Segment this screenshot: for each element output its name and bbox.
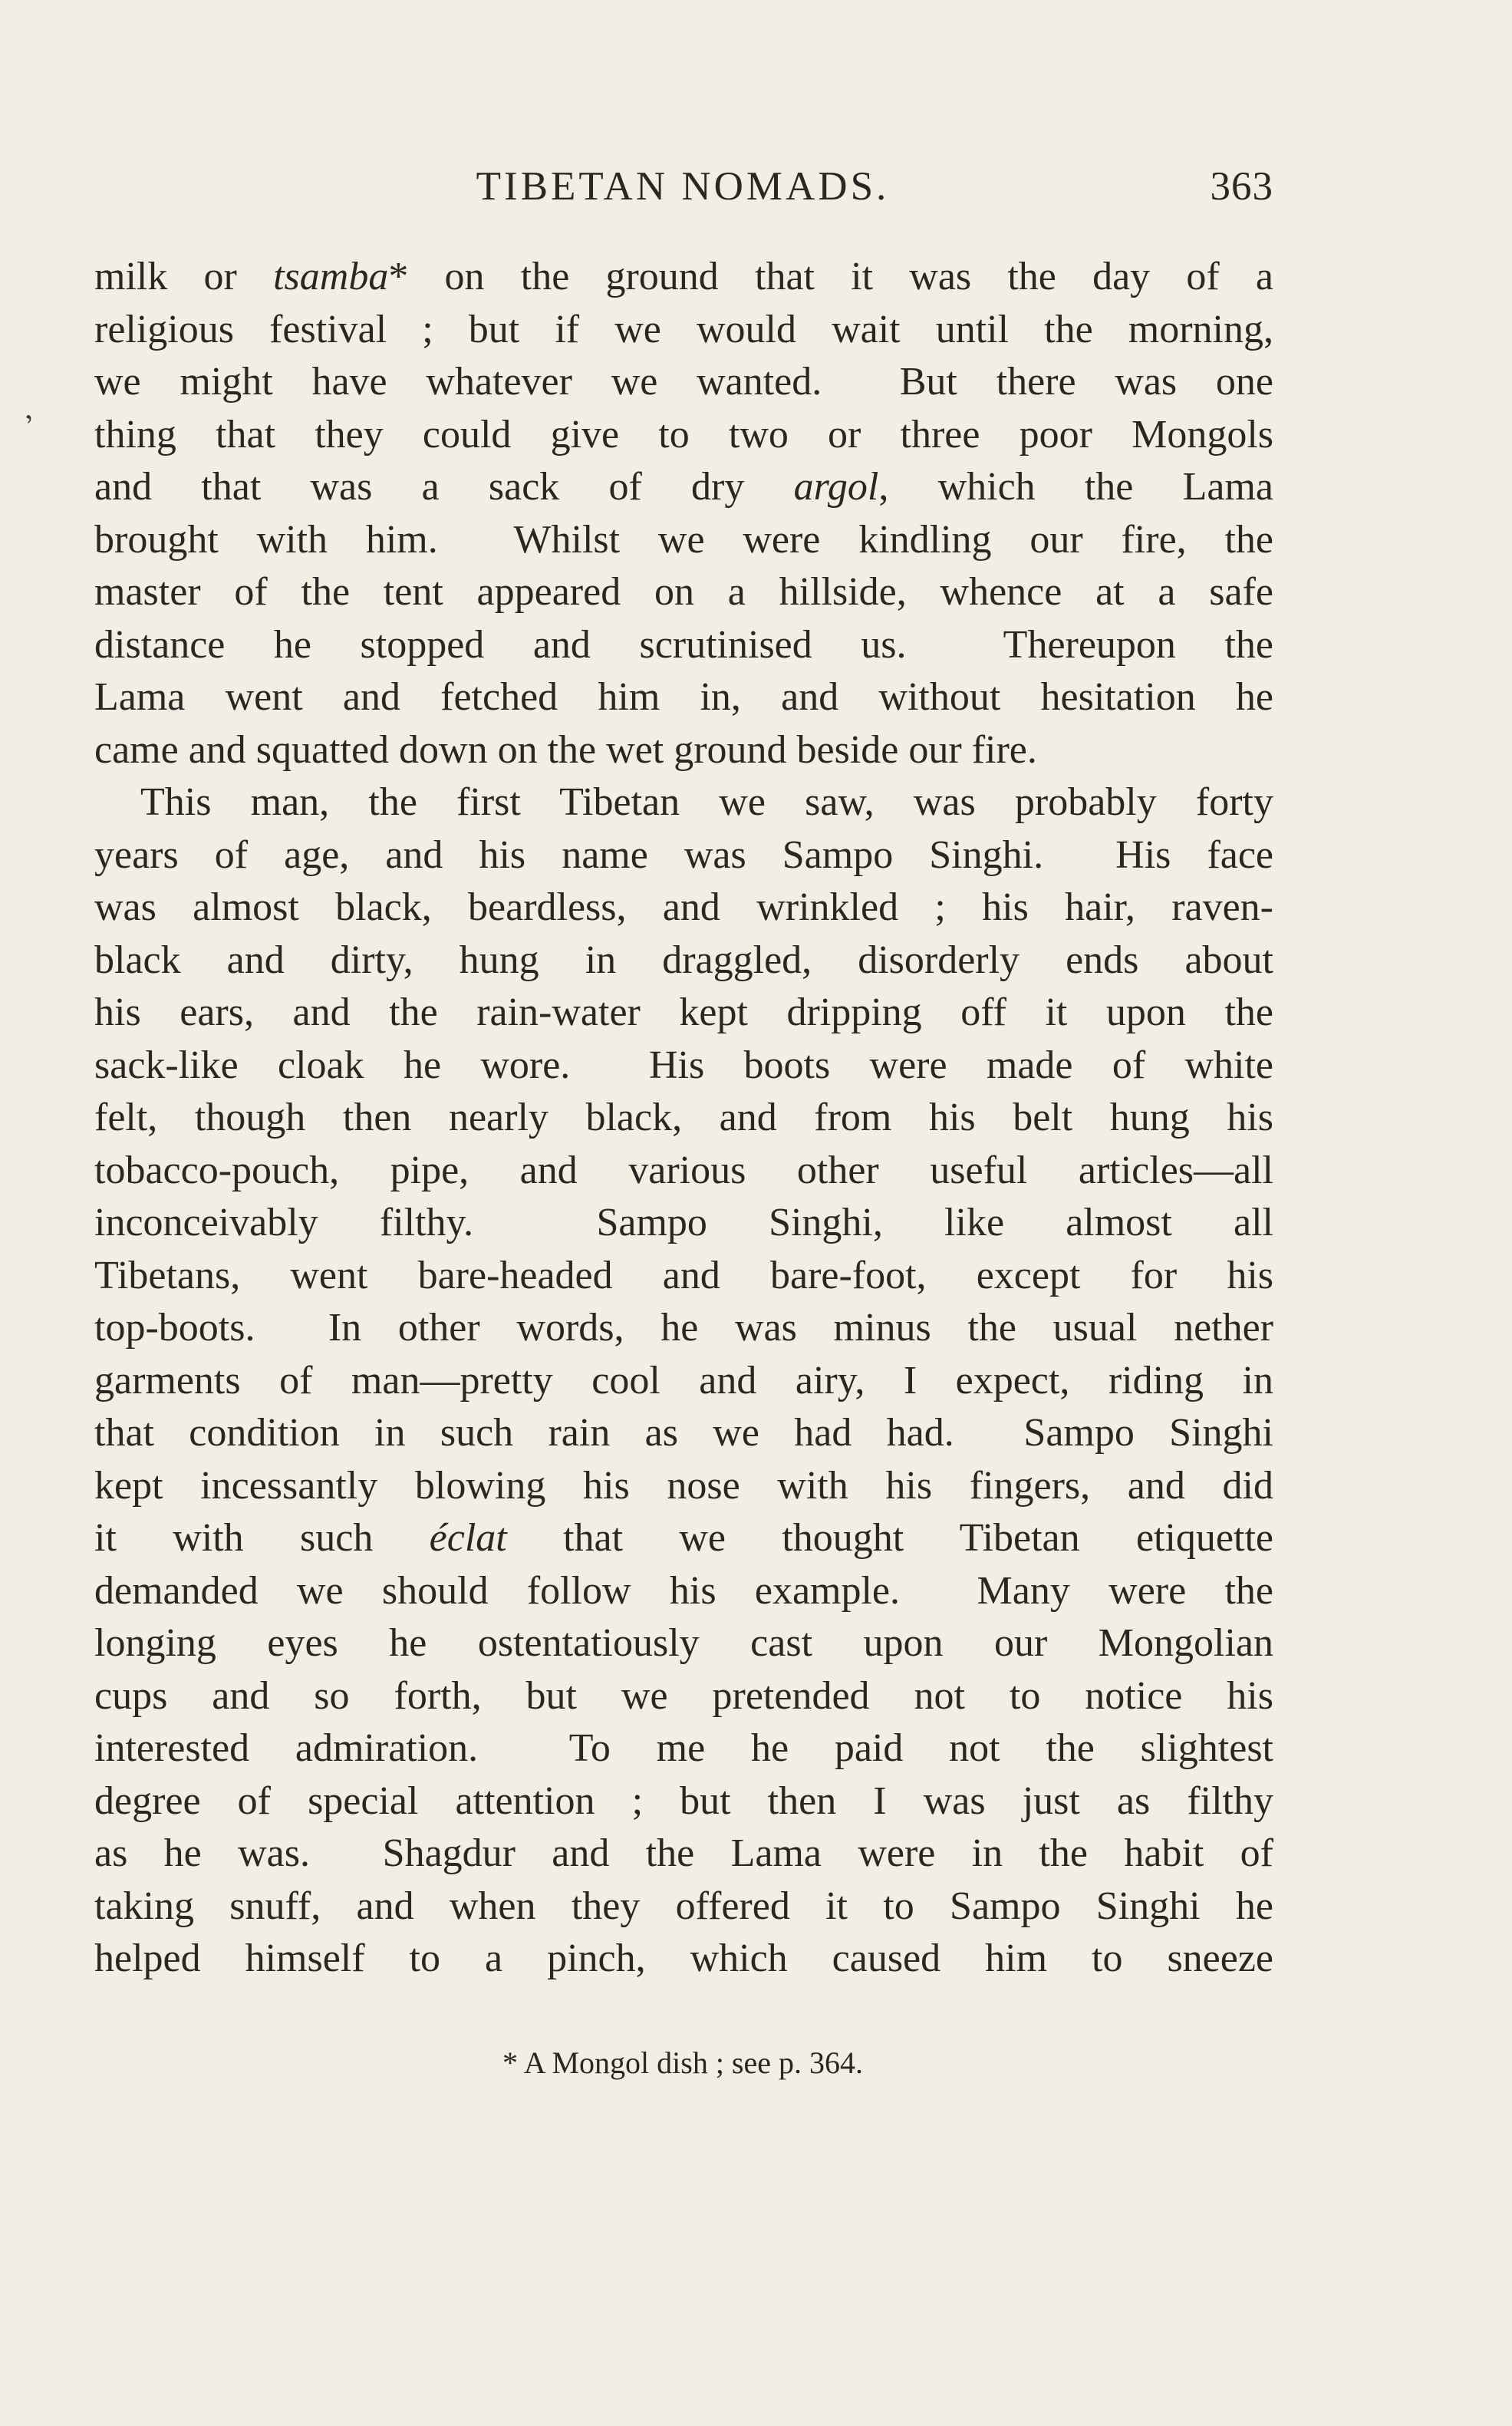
italic-word: tsamba: [273, 255, 389, 298]
text-segment: that we thought Tibetan etiquette: [506, 1516, 1273, 1560]
text-line: [94, 987, 1273, 1040]
text-line: [94, 1460, 1273, 1513]
text-line: [94, 619, 1273, 672]
text-segment: longing eyes he ostentatiously cast upon our Mongolian: [94, 1621, 1273, 1665]
text-line: [94, 514, 1273, 567]
text-segment: demanded we should follow his example. Many were the: [94, 1568, 1273, 1613]
text-line: [94, 304, 1273, 357]
text-segment: was almost black, beardless, and wrinkled ; his hair, raven-: [94, 885, 1273, 929]
footnote: * A Mongol dish ; see p. 364.: [502, 2045, 864, 2080]
text-segment: , which the Lama: [878, 465, 1273, 509]
text-segment: tobacco-pouch, pipe, and various other useful articles—all: [94, 1148, 1273, 1192]
text-line: [94, 251, 1273, 304]
text-segment: inconceivably filthy. Sampo Singhi, like almost all: [94, 1201, 1273, 1244]
text-segment: distance he stopped and scrutinised us. Thereupon the: [94, 622, 1273, 667]
text-segment: master of the tent appeared on a hillside, whence at a safe: [94, 570, 1273, 614]
text-line: [94, 934, 1273, 987]
running-title: TIBETAN NOMADS.: [476, 164, 890, 209]
text-segment: thing that they could give to two or three poor Mongols: [94, 412, 1273, 457]
text-line: [94, 882, 1273, 934]
text-line: [94, 1302, 1273, 1355]
text-segment: years of age, and his name was Sampo Singhi. His face: [94, 832, 1273, 877]
text-segment: we might have whatever we wanted. But there was one: [94, 360, 1273, 404]
text-line: [94, 829, 1273, 882]
text-line: [94, 1407, 1273, 1460]
text-line: [94, 409, 1273, 462]
text-line: [94, 1040, 1273, 1093]
running-head: [92, 157, 1273, 219]
text-segment: * on the ground that it was the day of a: [388, 255, 1273, 298]
text-segment: religious festival ; but if we would wait until the morning,: [94, 307, 1273, 351]
text-segment: it with such: [94, 1516, 430, 1560]
text-line: [94, 1933, 1273, 1986]
italic-word: éclat: [429, 1516, 507, 1560]
italic-word: argol: [793, 465, 879, 509]
text-line: [94, 1197, 1273, 1250]
text-segment: felt, though then nearly black, and from his belt hung his: [94, 1096, 1273, 1139]
page-number: 363: [1210, 164, 1273, 209]
text-line: [94, 724, 1273, 777]
text-segment: This man, the first Tibetan we saw, was probably forty: [140, 780, 1273, 824]
text-line: [94, 461, 1273, 514]
text-line: [94, 1250, 1273, 1303]
text-segment: black and dirty, hung in draggled, disorderly ends about: [94, 938, 1273, 982]
text-line: [94, 1512, 1273, 1565]
text-line: [94, 1775, 1273, 1828]
text-line: [94, 1092, 1273, 1145]
text-segment: degree of special attention ; but then I was just as filthy: [94, 1778, 1273, 1823]
text-segment: interested admiration. To me he paid not the slightest: [94, 1726, 1273, 1770]
text-line: [94, 1828, 1273, 1880]
text-line: [94, 671, 1273, 724]
text-segment: brought with him. Whilst we were kindling our fire, the: [94, 517, 1273, 562]
text-segment: Tibetans, went bare-headed and bare-foot, except for his: [94, 1253, 1273, 1297]
text-line: [94, 1722, 1273, 1775]
body-text: [94, 251, 1273, 1986]
text-segment: sack-like cloak he wore. His boots were made of white: [94, 1043, 1273, 1087]
text-line: [94, 1670, 1273, 1723]
text-segment: Lama went and fetched him in, and without hesitation he: [94, 675, 1273, 719]
text-line: [94, 1355, 1273, 1408]
text-segment: milk or: [94, 255, 274, 298]
text-line: [94, 1617, 1273, 1670]
text-line: [94, 356, 1273, 409]
text-segment: his ears, and the rain-water kept dripping off it upon the: [94, 991, 1273, 1034]
margin-mark: ʼ: [20, 407, 42, 443]
text-segment: garments of man—pretty cool and airy, I expect, riding in: [94, 1358, 1273, 1403]
text-segment: taking snuff, and when they offered it to Sampo Singhi he: [94, 1884, 1273, 1928]
text-segment: that condition in such rain as we had had. Sampo Singhi: [94, 1411, 1273, 1455]
text-line: [94, 776, 1273, 829]
text-line: [94, 1565, 1273, 1618]
text-segment: as he was. Shagdur and the Lama were in the habit of: [94, 1831, 1273, 1875]
text-segment: and that was a sack of dry: [94, 465, 794, 509]
text-line: [94, 1145, 1273, 1198]
text-segment: top-boots. In other words, he was minus the usual nether: [94, 1306, 1273, 1350]
text-segment: kept incessantly blowing his nose with his fingers, and did: [94, 1463, 1273, 1508]
text-line: [94, 1880, 1273, 1933]
text-segment: helped himself to a pinch, which caused him to sneeze: [94, 1937, 1273, 1980]
text-line: [94, 566, 1273, 619]
text-segment: came and squatted down on the wet ground beside our fire.: [94, 727, 1037, 772]
text-segment: cups and so forth, but we pretended not to notice his: [94, 1673, 1273, 1718]
